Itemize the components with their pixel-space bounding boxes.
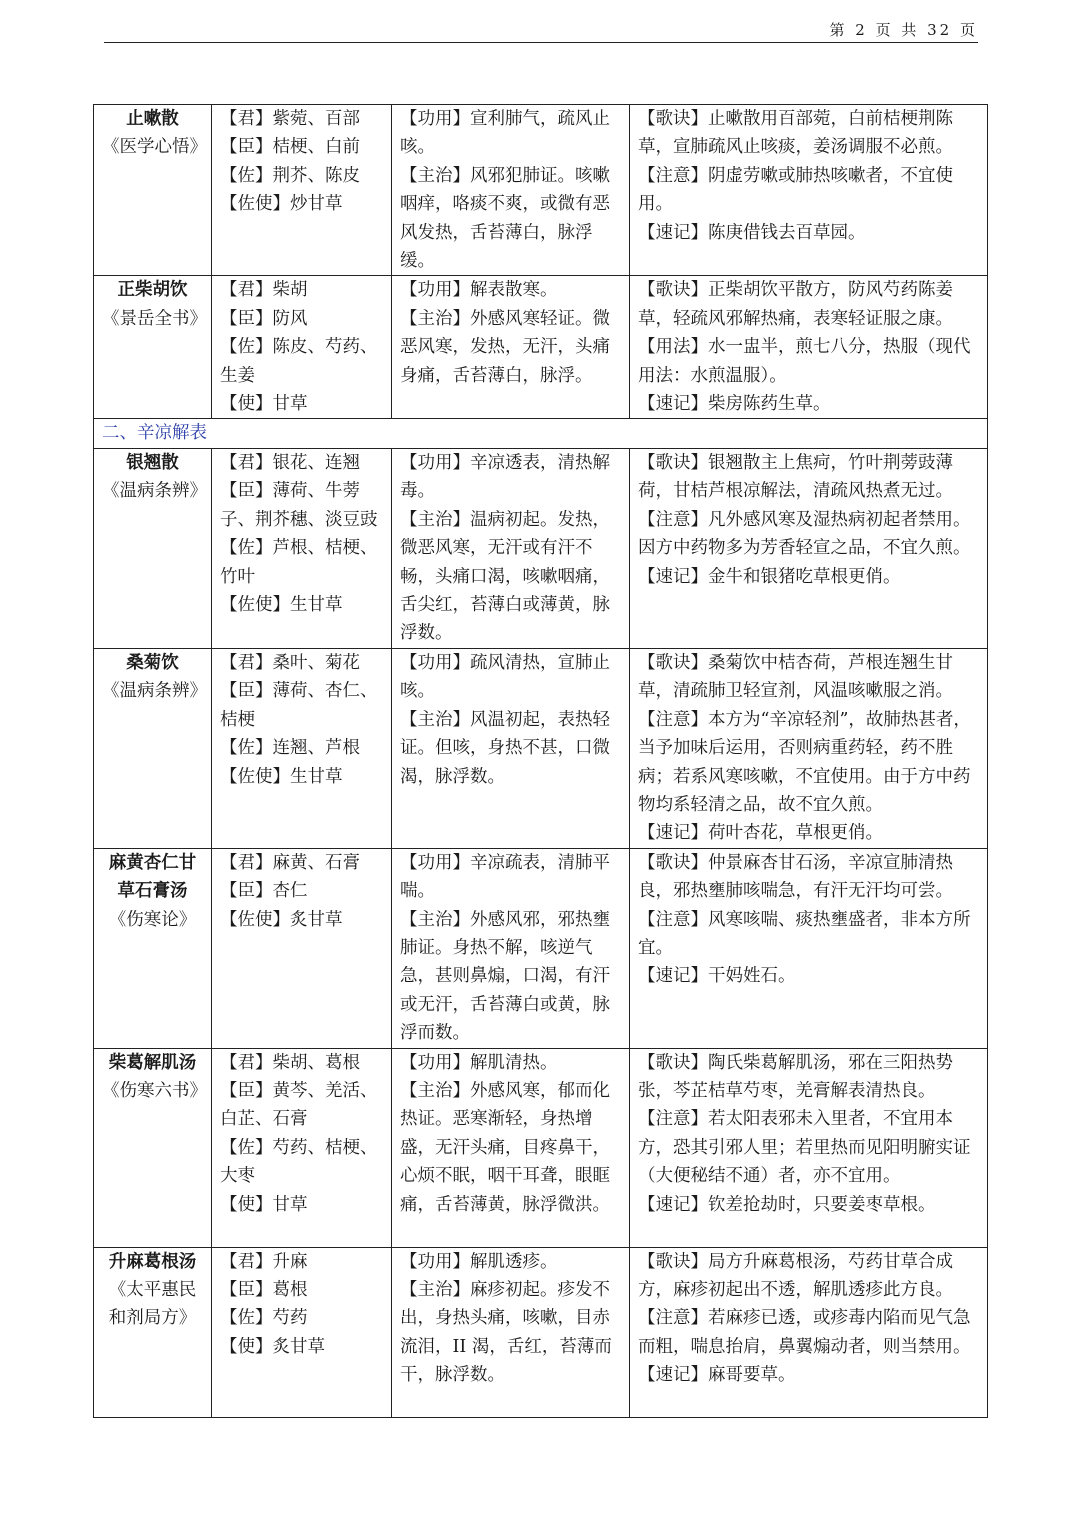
composition-cell <box>212 276 392 419</box>
formula-source: 《伤寒论》 <box>108 909 197 930</box>
mnemonic-line: 【速记】钦差抢劫时，只要姜枣草根。 <box>638 1194 936 1215</box>
page-header <box>104 20 978 43</box>
composition-line: 【佐】陈皮、芍药、生姜 <box>220 337 378 386</box>
formula-row <box>94 848 988 1048</box>
composition-line: 【臣】杏仁 <box>220 881 308 902</box>
function-cell <box>392 276 630 419</box>
formula-row <box>94 1048 988 1247</box>
formula-name-cell <box>94 848 212 1048</box>
function-cell <box>392 848 630 1048</box>
formula-table <box>93 104 988 1418</box>
mnemonic-line: 【速记】陈庚借钱去百草园。 <box>638 222 866 243</box>
function-line: 【主治】温病初起。发热，微恶风寒，无汗或有汗不畅，头痛口渴，咳嗽咽痛，舌尖红，苔薄白或薄黄，脉浮数。 <box>400 509 610 644</box>
mnemonic-cell <box>630 105 988 276</box>
section-row <box>94 419 988 448</box>
formula-name-cell <box>94 1048 212 1247</box>
mnemonic-line: 【歌诀】陶氏柴葛解肌汤，邪在三阳热势张，芩芷桔草芍枣，羌膏解表清热良。 <box>638 1052 953 1101</box>
function-line: 【功用】辛凉疏表，清肺平喘。 <box>400 852 610 902</box>
mnemonic-line: 【注意】本方为“辛凉轻剂”，故肺热甚者，当予加味后运用，否则病重药轻，药不胜病；若系风寒咳嗽，不宜使用。由于方中药物均系轻清之品，故不宜久煎。 <box>638 709 971 815</box>
composition-line: 【君】紫菀、百部 <box>220 109 360 129</box>
function-line: 【功用】疏风清热，宣肺止咳。 <box>400 652 610 702</box>
function-cell <box>392 105 630 276</box>
composition-line: 【使】甘草 <box>220 394 308 415</box>
formula-source: 《景岳全书》 <box>102 308 207 329</box>
mnemonic-cell <box>630 648 988 848</box>
composition-line: 【臣】薄荷、牛蒡子、荆芥穗、淡豆豉 <box>220 481 378 530</box>
function-line: 【主治】风温初起，表热轻证。但咳，身热不甚，口微渴，脉浮数。 <box>400 709 610 787</box>
function-cell <box>392 448 630 648</box>
function-line: 【主治】外感风寒，郁而化热证。恶寒渐轻，身热增盛，无汗头痛，目疼鼻干，心烦不眠，咽干耳聋，眼眶痛，舌苔薄黄，脉浮微洪。 <box>400 1080 610 1215</box>
function-line: 【主治】外感风邪，邪热壅肺证。身热不解，咳逆气急，甚则鼻煽，口渴，有汗或无汗，舌苔薄白或黄，脉浮而数。 <box>400 909 610 1044</box>
formula-name: 升麻葛根汤 <box>108 1251 197 1272</box>
function-line: 【主治】麻疹初起。疹发不出，身热头痛，咳嗽，目赤流泪，II 渴，舌红，苔薄而干，脉浮数。 <box>400 1279 612 1386</box>
formula-name: 银翘散 <box>126 452 179 473</box>
mnemonic-line: 【歌诀】局方升麻葛根汤，芍药甘草合成方，麻疹初起出不透，解肌透疹此方良。 <box>638 1251 953 1300</box>
composition-cell <box>212 448 392 648</box>
mnemonic-line: 【速记】麻哥要草。 <box>638 1365 796 1386</box>
composition-cell <box>212 105 392 276</box>
formula-name: 正柴胡饮 <box>117 280 188 301</box>
composition-line: 【臣】防风 <box>220 308 308 329</box>
mnemonic-line: 【注意】阴虚劳嗽或肺热咳嗽者，不宜使用。 <box>638 165 953 215</box>
mnemonic-line: 【注意】风寒咳喘、痰热壅盛者，非本方所宜。 <box>638 909 971 958</box>
mnemonic-line: 【歌诀】止嗽散用百部菀，白前桔梗荆陈草，宣肺疏风止咳痰，姜汤调服不必煎。 <box>638 109 953 158</box>
composition-line: 【佐】芍药、桔梗、大枣 <box>220 1137 378 1187</box>
mnemonic-line: 【速记】荷叶杏花，草根更俏。 <box>638 823 883 844</box>
function-cell <box>392 1048 630 1247</box>
formula-row <box>94 448 988 648</box>
function-line: 【功用】辛凉透表，清热解毒。 <box>400 452 610 502</box>
mnemonic-cell <box>630 1247 988 1417</box>
formula-name-cell <box>94 105 212 276</box>
composition-cell <box>212 648 392 848</box>
composition-cell <box>212 1247 392 1417</box>
composition-line: 【佐】芦根、桔梗、竹叶 <box>220 538 378 587</box>
composition-line: 【佐使】生甘草 <box>220 766 343 787</box>
mnemonic-line: 【注意】若太阳表邪未入里者，不宜用本方，恐其引邪人里；若里热而见阳明腑实证（大便秘结不通）者，亦不宜用。 <box>638 1109 971 1187</box>
mnemonic-line: 【歌诀】桑菊饮中桔杏荷，芦根连翘生甘草，清疏肺卫轻宣剂，风温咳嗽服之消。 <box>638 652 953 702</box>
composition-line: 【臣】薄荷、杏仁、桔梗 <box>220 681 378 730</box>
composition-line: 【君】麻黄、石膏 <box>220 852 360 873</box>
composition-line: 【臣】黄芩、羌活、白芷、石膏 <box>220 1080 378 1130</box>
mnemonic-line: 【速记】金牛和银猪吃草根更俏。 <box>638 566 901 587</box>
composition-cell <box>212 1048 392 1247</box>
function-line: 【功用】解表散寒。 <box>400 280 558 301</box>
mnemonic-line: 【歌诀】银翘散主上焦疴，竹叶荆蒡豉薄荷，甘桔芦根凉解法，清疏风热煮无过。 <box>638 452 953 502</box>
formula-name: 麻黄杏仁甘草石膏汤 <box>108 852 197 902</box>
formula-source: 《温病条辨》 <box>102 481 207 502</box>
formula-row <box>94 105 988 276</box>
function-line: 【功用】解肌清热。 <box>400 1052 558 1073</box>
composition-line: 【君】柴胡 <box>220 280 308 301</box>
page-number: 第 2 页 共 32 页 <box>829 21 978 39</box>
function-cell <box>392 1247 630 1417</box>
section-heading: 二、辛凉解表 <box>94 419 988 448</box>
composition-line: 【君】桑叶、菊花 <box>220 652 360 673</box>
function-line: 【功用】宣利肺气，疏风止咳。 <box>400 109 610 158</box>
mnemonic-line: 【速记】柴房陈药生草。 <box>638 394 831 415</box>
composition-line: 【使】甘草 <box>220 1194 308 1215</box>
formula-name-cell <box>94 448 212 648</box>
composition-line: 【佐】荆芥、陈皮 <box>220 165 360 186</box>
formula-name-cell <box>94 648 212 848</box>
mnemonic-cell <box>630 448 988 648</box>
composition-cell <box>212 848 392 1048</box>
composition-line: 【君】银花、连翘 <box>220 452 360 473</box>
formula-source: 《太平惠民和剂局方》 <box>108 1279 197 1329</box>
formula-name: 柴葛解肌汤 <box>108 1052 197 1073</box>
composition-line: 【佐使】生甘草 <box>220 594 343 615</box>
formula-name: 止嗽散 <box>126 109 179 129</box>
formula-source: 《温病条辨》 <box>102 681 207 702</box>
composition-line: 【佐使】炙甘草 <box>220 909 343 930</box>
formula-source: 《伤寒六书》 <box>102 1080 207 1101</box>
mnemonic-line: 【速记】干妈姓石。 <box>638 966 796 987</box>
formula-row <box>94 648 988 848</box>
formula-name-cell <box>94 1247 212 1417</box>
function-line: 【主治】风邪犯肺证。咳嗽咽痒，咯痰不爽，或微有恶风发热，舌苔薄白，脉浮缓。 <box>400 165 610 272</box>
composition-line: 【臣】葛根 <box>220 1279 308 1300</box>
formula-row <box>94 1247 988 1417</box>
mnemonic-line: 【歌诀】仲景麻杏甘石汤，辛凉宣肺清热良，邪热壅肺咳喘急，有汗无汗均可尝。 <box>638 852 953 902</box>
composition-line: 【君】柴胡、葛根 <box>220 1052 360 1073</box>
composition-line: 【君】升麻 <box>220 1251 308 1272</box>
formula-source: 《医学心悟》 <box>102 137 207 158</box>
function-line: 【功用】解肌透疹。 <box>400 1251 558 1272</box>
composition-line: 【臣】桔梗、白前 <box>220 137 360 158</box>
mnemonic-cell <box>630 848 988 1048</box>
composition-line: 【佐】连翘、芦根 <box>220 738 360 759</box>
composition-line: 【佐使】炒甘草 <box>220 194 343 215</box>
formula-name-cell <box>94 276 212 419</box>
mnemonic-line: 【用法】水一盅半，煎七八分，热服（现代用法：水煎温服）。 <box>638 337 971 386</box>
composition-line: 【佐】芍药 <box>220 1308 308 1329</box>
formula-row <box>94 276 988 419</box>
composition-line: 【使】炙甘草 <box>220 1336 325 1357</box>
mnemonic-cell <box>630 276 988 419</box>
mnemonic-line: 【歌诀】正柴胡饮平散方，防风芍药陈姜草，轻疏风邪解热痛，表寒轻证服之康。 <box>638 280 953 329</box>
mnemonic-cell <box>630 1048 988 1247</box>
function-line: 【主治】外感风寒轻证。微恶风寒，发热，无汗，头痛身痛，舌苔薄白，脉浮。 <box>400 308 610 386</box>
function-cell <box>392 648 630 848</box>
formula-name: 桑菊饮 <box>126 652 179 673</box>
mnemonic-line: 【注意】凡外感风寒及湿热病初起者禁用。因方中药物多为芳香轻宣之品，不宜久煎。 <box>638 509 971 559</box>
mnemonic-line: 【注意】若麻疹已透，或疹毒内陷而见气急而粗，喘息抬肩，鼻翼煽动者，则当禁用。 <box>638 1308 971 1357</box>
